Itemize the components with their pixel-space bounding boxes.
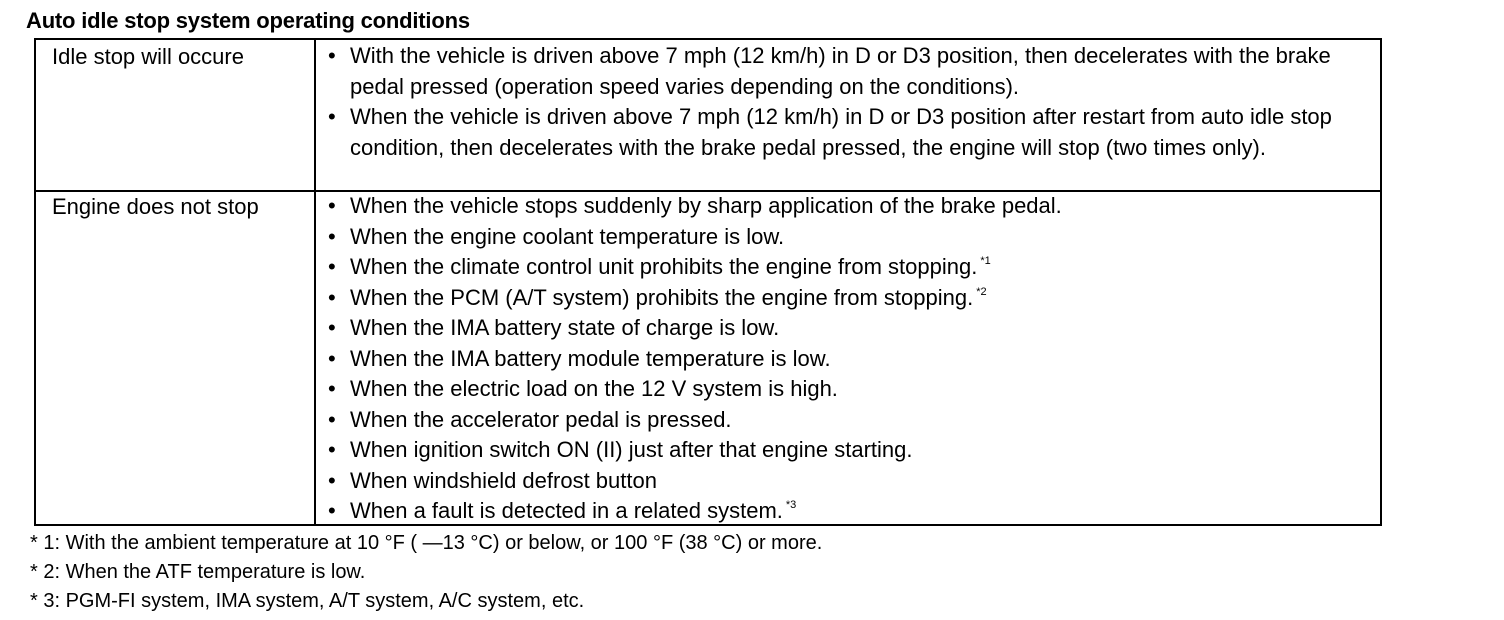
list-item [326,374,1368,405]
list-item [326,466,1368,497]
bullet-icon: • [328,406,336,432]
bullet-icon: • [328,193,336,218]
list-item [326,222,1368,253]
bullet-icon: • [328,284,336,310]
item-text: When the IMA battery module temperature is low. [350,345,831,371]
item-text: When the vehicle is driven above 7 mph (12 km/h) in D or D3 position after restart from auto idle stop condition, then decelerates with the brake pedal pressed, the engine will stop (two times only). [350,104,1332,160]
item-text: When a fault is detected in a related system. [350,498,783,523]
list-item [326,191,1368,222]
footnote-ref: *2 [976,285,987,298]
footnote-1: * 1: With the ambient temperature at 10 °F ( —13 °C) or below, or 100 °F (38 °C) or more. [30,532,823,554]
item-text: When the IMA battery state of charge is low. [350,315,780,340]
row-label: Idle stop will occure [52,44,244,69]
bullet-icon: • [328,104,336,129]
bullet-icon: • [328,376,336,401]
condition-list [326,41,1368,163]
table-row-idle-stop [36,40,1380,192]
bullet-icon: • [328,498,336,523]
column-divider [314,40,316,190]
item-text: When windshield defrost button [350,467,657,493]
bullet-icon: • [328,223,336,249]
footnote-2: * 2: When the ATF temperature is low. [30,561,366,583]
condition-list [326,191,1368,527]
bullet-icon: • [328,315,336,340]
column-divider [314,190,316,524]
footnotes [30,529,822,616]
item-text: When the vehicle stops suddenly by sharp application of the brake pedal. [350,193,1062,218]
list-item [326,344,1368,375]
item-text: When the engine coolant temperature is low. [350,223,785,249]
page-title: Auto idle stop system operating conditions [26,8,470,33]
item-text: When the electric load on the 12 V system is high. [350,376,838,401]
footnote-ref: *1 [980,255,991,267]
list-item [326,313,1368,344]
bullet-icon: • [328,254,336,279]
row-label: Engine does not stop [52,194,259,219]
list-item [326,496,1368,527]
item-text: When ignition switch ON (II) just after that engine starting. [350,437,913,462]
item-text: When the accelerator pedal is pressed. [350,406,732,432]
bullet-icon: • [328,43,336,68]
item-text: With the vehicle is driven above 7 mph (12 km/h) in D or D3 position, then decelerates with the brake pedal pressed (operation speed varies depending on the conditions). [350,43,1331,99]
list-item [326,283,1368,314]
bullet-icon: • [328,467,336,493]
list-item [326,102,1368,163]
conditions-table [34,38,1382,526]
bullet-icon: • [328,437,336,462]
list-item [326,41,1368,102]
item-text: When the PCM (A/T system) prohibits the engine from stopping. [350,284,974,310]
table-row-engine-does-not-stop [36,190,1380,524]
list-item [326,435,1368,466]
list-item [326,252,1368,283]
footnote-ref: *3 [785,499,797,511]
list-item [326,405,1368,436]
bullet-icon: • [328,345,336,371]
footnote-3: * 3: PGM-FI system, IMA system, A/T system, A/C system, etc. [30,590,585,612]
item-text: When the climate control unit prohibits the engine from stopping. [350,254,978,279]
